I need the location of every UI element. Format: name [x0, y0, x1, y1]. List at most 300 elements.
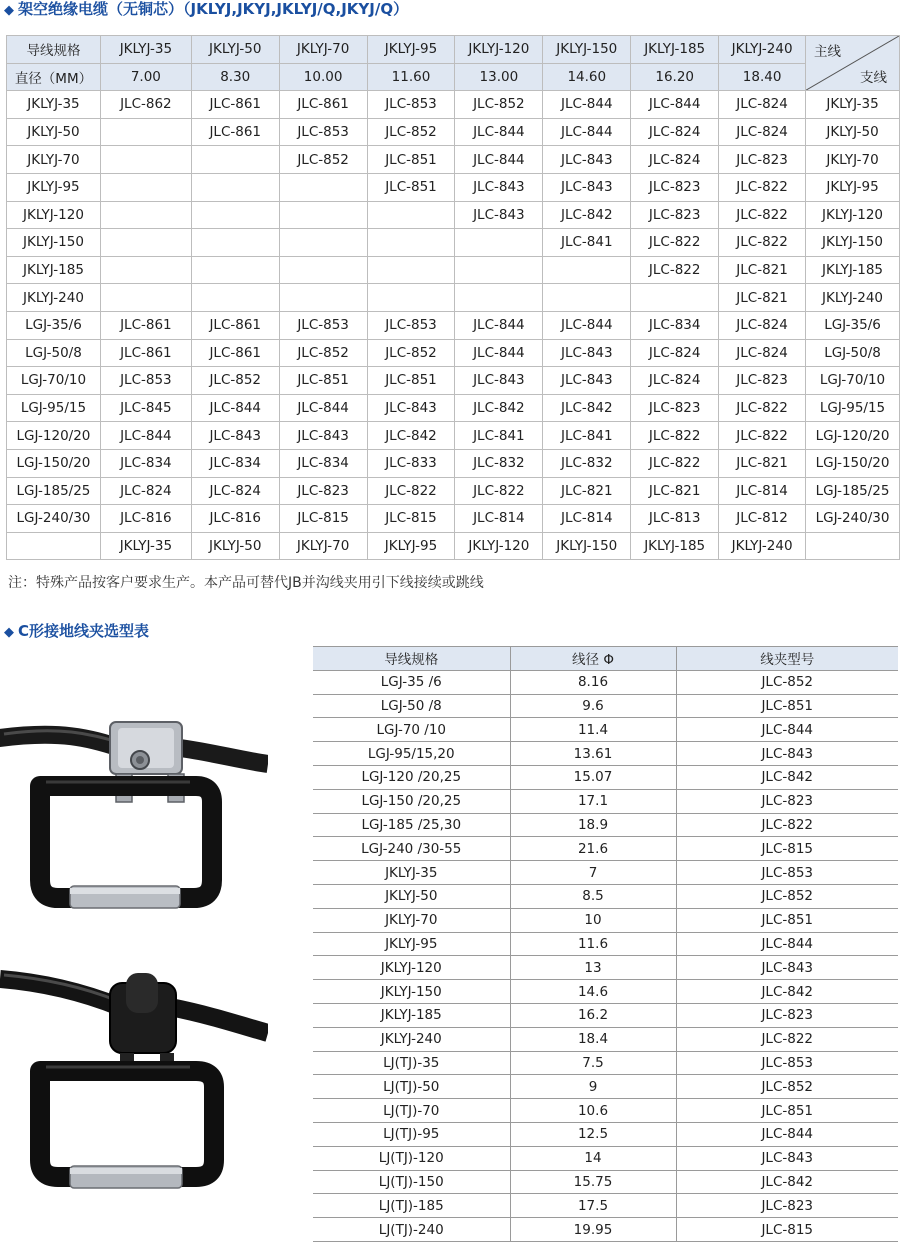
clamp-model-cell: JLC-813: [631, 505, 719, 533]
row-label-right: JKLYJ-240: [806, 284, 900, 312]
row-label-right: LGJ-240/30: [806, 505, 900, 533]
row-label: JKLYJ-50: [7, 118, 101, 146]
clamp-model-cell: JLC-844: [676, 1122, 898, 1146]
clamp-model-cell: JLC-843: [543, 173, 631, 201]
table-row: [313, 837, 898, 861]
row-label: LGJ-185/25: [7, 477, 101, 505]
diameter-cell: 17.5: [510, 1194, 676, 1218]
section1-title-text: 架空绝缘电缆（无铜芯）（JKLYJ,JKYJ,JKLYJ/Q,JKYJ/Q）: [18, 0, 409, 18]
conductor-spec-cell: LJ(TJ)-50: [313, 1075, 510, 1099]
clamp-model-cell: JLC-824: [719, 311, 806, 339]
row-label-right: LGJ-150/20: [806, 449, 900, 477]
clamp-model-cell: JLC-844: [543, 311, 631, 339]
row-label: JKLYJ-95: [7, 173, 101, 201]
corner-cell: [806, 36, 900, 91]
conductor-spec-cell: JKLYJ-35: [313, 861, 510, 885]
clamp-model-cell: JLC-842: [676, 765, 898, 789]
clamp-model-cell: JLC-822: [676, 1027, 898, 1051]
table-row: [7, 311, 900, 339]
clamp-model-cell: JLC-861: [279, 91, 367, 119]
table-row: [313, 1122, 898, 1146]
clamp-model-cell: JLC-861: [100, 311, 191, 339]
clamp-model-cell: JLC-815: [367, 505, 455, 533]
conductor-spec-cell: LJ(TJ)-70: [313, 1099, 510, 1123]
table-row: [7, 146, 900, 174]
clamp-model-cell: [279, 173, 367, 201]
clamp-photo-insulated: [0, 955, 268, 1195]
clamp-model-cell: JLC-852: [676, 670, 898, 694]
clamp-model-cell: JLC-844: [543, 118, 631, 146]
clamp-model-cell: JLC-822: [719, 201, 806, 229]
table-row: [7, 339, 900, 367]
conductor-spec-cell: JKLYJ-185: [313, 1003, 510, 1027]
clamp-model-cell: JLC-843: [455, 367, 543, 395]
clamp-model-cell: JLC-815: [676, 1218, 898, 1242]
clamp-model-cell: JLC-842: [455, 394, 543, 422]
clamp-model-cell: [191, 256, 279, 284]
clamp-model-cell: JLC-822: [367, 477, 455, 505]
diameter-cell: 7: [510, 861, 676, 885]
clamp-model-cell: JLC-823: [631, 201, 719, 229]
clamp-model-cell: JLC-822: [719, 229, 806, 257]
diameter-cell: 14.60: [543, 63, 631, 91]
clamp-model-cell: JLC-861: [100, 339, 191, 367]
clamp-model-cell: [279, 256, 367, 284]
row-label-right: JKLYJ-50: [806, 118, 900, 146]
table-row: [313, 980, 898, 1004]
table-row: [313, 813, 898, 837]
diameter-row: [7, 63, 900, 91]
footer-column-label: JKLYJ-120: [455, 532, 543, 560]
column-header: 线径 Φ: [510, 647, 676, 671]
clamp-model-cell: JLC-852: [191, 367, 279, 395]
table-row: [7, 91, 900, 119]
table-row: [7, 394, 900, 422]
clamp-model-cell: JLC-823: [676, 789, 898, 813]
clamp-model-cell: JLC-821: [719, 256, 806, 284]
clamp-model-cell: JLC-843: [543, 146, 631, 174]
insulated-cable-selection-table: [6, 35, 900, 560]
row-label: LGJ-70/10: [7, 367, 101, 395]
diamond-bullet-icon: ◆: [4, 3, 14, 18]
table-row: [313, 718, 898, 742]
diameter-cell: 15.75: [510, 1170, 676, 1194]
diameter-cell: 9: [510, 1075, 676, 1099]
column-header: 线夹型号: [676, 647, 898, 671]
table-row: [313, 1027, 898, 1051]
clamp-model-cell: JLC-821: [719, 449, 806, 477]
row-label: JKLYJ-240: [7, 284, 101, 312]
diameter-cell: 14: [510, 1146, 676, 1170]
clamp-model-cell: JLC-852: [676, 1075, 898, 1099]
row-label: LGJ-95/15: [7, 394, 101, 422]
diameter-cell: 16.2: [510, 1003, 676, 1027]
diameter-cell: 10: [510, 908, 676, 932]
clamp-model-cell: JLC-852: [279, 339, 367, 367]
conductor-spec-cell: LGJ-120 /20,25: [313, 765, 510, 789]
clamp-model-cell: JLC-815: [279, 505, 367, 533]
clamp-model-cell: [191, 201, 279, 229]
diameter-cell: 18.9: [510, 813, 676, 837]
clamp-model-cell: [455, 229, 543, 257]
clamp-model-cell: JLC-823: [719, 146, 806, 174]
row-label: LGJ-120/20: [7, 422, 101, 450]
clamp-model-cell: JLC-844: [455, 311, 543, 339]
table-row: [313, 742, 898, 766]
clamp-model-cell: JLC-842: [367, 422, 455, 450]
diameter-cell: 8.5: [510, 884, 676, 908]
section2-title-text: C形接地线夹选型表: [18, 622, 150, 640]
row-label: JKLYJ-120: [7, 201, 101, 229]
clamp-model-cell: [543, 284, 631, 312]
clamp-model-cell: JLC-834: [100, 449, 191, 477]
clamp-model-cell: JLC-841: [543, 229, 631, 257]
table-row: [7, 229, 900, 257]
clamp-model-cell: JLC-834: [191, 449, 279, 477]
row-label-right: JKLYJ-95: [806, 173, 900, 201]
clamp-model-cell: JLC-861: [191, 118, 279, 146]
clamp-model-cell: JLC-842: [676, 1170, 898, 1194]
diameter-cell: 13: [510, 956, 676, 980]
clamp-model-cell: JLC-812: [719, 505, 806, 533]
row-label: JKLYJ-185: [7, 256, 101, 284]
clamp-model-cell: JLC-814: [719, 477, 806, 505]
column-header: 导线规格: [313, 647, 510, 671]
table-row: [313, 789, 898, 813]
diameter-cell: 7.00: [100, 63, 191, 91]
table-row: [313, 670, 898, 694]
clamp-model-cell: [279, 229, 367, 257]
clamp-model-cell: JLC-851: [279, 367, 367, 395]
conductor-spec-cell: JKLYJ-240: [313, 1027, 510, 1051]
diameter-label: 直径（MM）: [7, 63, 101, 91]
clamp-model-cell: JLC-824: [719, 118, 806, 146]
clamp-model-cell: [191, 146, 279, 174]
table-row: [7, 118, 900, 146]
clamp-model-cell: JLC-844: [455, 339, 543, 367]
clamp-model-cell: JLC-814: [543, 505, 631, 533]
clamp-model-cell: JLC-824: [631, 118, 719, 146]
table-row: [313, 932, 898, 956]
header-row: [7, 36, 900, 64]
table-row: [7, 173, 900, 201]
diameter-cell: 16.20: [631, 63, 719, 91]
clamp-model-cell: JLC-843: [543, 339, 631, 367]
clamp-model-cell: JLC-851: [367, 146, 455, 174]
clamp-model-cell: JLC-851: [676, 1099, 898, 1123]
clamp-model-cell: [191, 173, 279, 201]
table-row: [313, 1170, 898, 1194]
footer-column-label: JKLYJ-50: [191, 532, 279, 560]
conductor-spec-cell: LJ(TJ)-35: [313, 1051, 510, 1075]
clamp-model-cell: JLC-861: [191, 311, 279, 339]
column-header: JKLYJ-70: [279, 36, 367, 64]
row-label: JKLYJ-70: [7, 146, 101, 174]
footer-column-label: JKLYJ-240: [719, 532, 806, 560]
conductor-spec-cell: JKLYJ-70: [313, 908, 510, 932]
clamp-model-cell: JLC-823: [719, 367, 806, 395]
clamp-model-cell: JLC-843: [543, 367, 631, 395]
diameter-cell: 8.16: [510, 670, 676, 694]
conductor-spec-cell: LGJ-70 /10: [313, 718, 510, 742]
clamp-model-cell: JLC-843: [455, 201, 543, 229]
clamp-model-cell: JLC-821: [631, 477, 719, 505]
table-row: [313, 1194, 898, 1218]
row-label: LGJ-150/20: [7, 449, 101, 477]
column-header: JKLYJ-35: [100, 36, 191, 64]
clamp-model-cell: JLC-822: [631, 229, 719, 257]
row-label-right: JKLYJ-120: [806, 201, 900, 229]
corner-branch-label: 支线: [860, 70, 887, 87]
row-label-right: LGJ-120/20: [806, 422, 900, 450]
clamp-model-cell: JLC-843: [191, 422, 279, 450]
table-row: [7, 256, 900, 284]
clamp-model-cell: JLC-843: [676, 956, 898, 980]
clamp-model-cell: JLC-861: [191, 91, 279, 119]
diameter-cell: 13.61: [510, 742, 676, 766]
clamp-model-cell: JLC-824: [719, 91, 806, 119]
table-row: [313, 884, 898, 908]
clamp-model-cell: JLC-832: [455, 449, 543, 477]
conductor-spec-cell: LGJ-240 /30-55: [313, 837, 510, 861]
row-label-right: JKLYJ-150: [806, 229, 900, 257]
diameter-cell: 11.6: [510, 932, 676, 956]
table-row: [7, 284, 900, 312]
table-row: [7, 367, 900, 395]
row-label: LGJ-35/6: [7, 311, 101, 339]
clamp-model-cell: JLC-821: [543, 477, 631, 505]
clamp-model-cell: JLC-824: [631, 146, 719, 174]
clamp-model-cell: JLC-843: [455, 173, 543, 201]
clamp-model-cell: JLC-843: [367, 394, 455, 422]
column-header: JKLYJ-120: [455, 36, 543, 64]
clamp-model-cell: JLC-823: [676, 1003, 898, 1027]
row-label-right: JKLYJ-70: [806, 146, 900, 174]
diameter-cell: 11.60: [367, 63, 455, 91]
conductor-spec-cell: LJ(TJ)-240: [313, 1218, 510, 1242]
clamp-model-cell: JLC-861: [191, 339, 279, 367]
clamp-model-cell: [543, 256, 631, 284]
clamp-model-cell: JLC-824: [191, 477, 279, 505]
clamp-model-cell: JLC-844: [676, 932, 898, 956]
conductor-spec-cell: LGJ-50 /8: [313, 694, 510, 718]
diameter-cell: 21.6: [510, 837, 676, 861]
column-header: JKLYJ-185: [631, 36, 719, 64]
clamp-model-cell: JLC-841: [455, 422, 543, 450]
diameter-cell: 8.30: [191, 63, 279, 91]
clamp-model-cell: [191, 284, 279, 312]
diameter-cell: 7.5: [510, 1051, 676, 1075]
clamp-model-cell: JLC-821: [719, 284, 806, 312]
clamp-model-cell: JLC-843: [676, 1146, 898, 1170]
diameter-cell: 11.4: [510, 718, 676, 742]
clamp-model-cell: JLC-824: [719, 339, 806, 367]
clamp-photo-metal: [0, 690, 268, 930]
footer-blank: [806, 532, 900, 560]
clamp-model-cell: JLC-851: [676, 908, 898, 932]
column-header: JKLYJ-150: [543, 36, 631, 64]
clamp-model-cell: [631, 284, 719, 312]
diameter-cell: 10.6: [510, 1099, 676, 1123]
footer-column-label: JKLYJ-70: [279, 532, 367, 560]
table-row: [313, 1003, 898, 1027]
clamp-model-cell: JLC-824: [100, 477, 191, 505]
clamp-model-cell: JLC-842: [676, 980, 898, 1004]
clamp-model-cell: JLC-834: [631, 311, 719, 339]
clamp-model-cell: JLC-851: [367, 173, 455, 201]
footer-column-label: JKLYJ-185: [631, 532, 719, 560]
row-label: JKLYJ-35: [7, 91, 101, 119]
table-row: [313, 1099, 898, 1123]
diameter-cell: 17.1: [510, 789, 676, 813]
clamp-model-cell: JLC-844: [100, 422, 191, 450]
clamp-model-cell: JLC-851: [676, 694, 898, 718]
diameter-cell: 9.6: [510, 694, 676, 718]
row-label-right: JKLYJ-35: [806, 91, 900, 119]
section1-title: [4, 0, 408, 22]
clamp-model-cell: JLC-853: [367, 91, 455, 119]
clamp-model-cell: JLC-824: [631, 339, 719, 367]
clamp-model-cell: [100, 284, 191, 312]
clamp-model-cell: [100, 173, 191, 201]
clamp-model-cell: JLC-853: [279, 118, 367, 146]
clamp-model-cell: JLC-852: [367, 118, 455, 146]
clamp-model-cell: JLC-814: [455, 505, 543, 533]
corner-main-label: 主线: [814, 44, 842, 60]
clamp-model-cell: [367, 229, 455, 257]
conductor-spec-cell: JKLYJ-95: [313, 932, 510, 956]
clamp-model-cell: JLC-852: [279, 146, 367, 174]
clamp-model-cell: JLC-853: [279, 311, 367, 339]
table-row: [313, 1075, 898, 1099]
clamp-model-cell: JLC-823: [631, 173, 719, 201]
column-header: JKLYJ-240: [719, 36, 806, 64]
note-text: 注：特殊产品按客户要求生产。本产品可替代JB并沟线夹用引下线接续或跳线: [8, 575, 484, 591]
clamp-model-cell: JLC-845: [100, 394, 191, 422]
row-label: LGJ-50/8: [7, 339, 101, 367]
clamp-model-cell: JLC-822: [719, 394, 806, 422]
clamp-model-cell: [100, 201, 191, 229]
clamp-model-cell: JLC-823: [279, 477, 367, 505]
table-row: [313, 765, 898, 789]
diameter-cell: 12.5: [510, 1122, 676, 1146]
clamp-model-cell: JLC-852: [367, 339, 455, 367]
conductor-spec-cell: LJ(TJ)-150: [313, 1170, 510, 1194]
row-label: LGJ-240/30: [7, 505, 101, 533]
row-label-right: LGJ-70/10: [806, 367, 900, 395]
conductor-spec-cell: JKLYJ-120: [313, 956, 510, 980]
clamp-model-cell: JLC-853: [367, 311, 455, 339]
row-label-right: LGJ-185/25: [806, 477, 900, 505]
diamond-bullet-icon: ◆: [4, 625, 14, 640]
diameter-cell: 15.07: [510, 765, 676, 789]
table-row: [7, 477, 900, 505]
clamp-model-cell: JLC-823: [676, 1194, 898, 1218]
clamp-model-cell: [367, 201, 455, 229]
table-row: [313, 908, 898, 932]
clamp-model-cell: JLC-853: [676, 1051, 898, 1075]
conductor-spec-cell: LJ(TJ)-95: [313, 1122, 510, 1146]
row-label: JKLYJ-150: [7, 229, 101, 257]
header-row: [313, 647, 898, 671]
clamp-model-cell: [455, 284, 543, 312]
conductor-spec-cell: LGJ-35 /6: [313, 670, 510, 694]
column-header: JKLYJ-95: [367, 36, 455, 64]
clamp-model-cell: JLC-842: [543, 201, 631, 229]
clamp-model-cell: [367, 284, 455, 312]
clamp-model-cell: JLC-841: [543, 422, 631, 450]
table-row: [313, 1218, 898, 1242]
table-row: [313, 956, 898, 980]
clamp-model-cell: JLC-852: [676, 884, 898, 908]
table-row: [7, 449, 900, 477]
clamp-model-cell: JLC-833: [367, 449, 455, 477]
table-row: [313, 694, 898, 718]
conductor-spec-cell: LGJ-150 /20,25: [313, 789, 510, 813]
conductor-spec-cell: JKLYJ-150: [313, 980, 510, 1004]
diameter-cell: 14.6: [510, 980, 676, 1004]
clamp-model-cell: [367, 256, 455, 284]
clamp-model-cell: JLC-853: [100, 367, 191, 395]
table-row: [313, 861, 898, 885]
section2-title: [4, 620, 149, 642]
clamp-model-cell: [100, 146, 191, 174]
clamp-model-cell: JLC-844: [676, 718, 898, 742]
clamp-model-cell: JLC-822: [631, 449, 719, 477]
clamp-model-cell: JLC-844: [455, 146, 543, 174]
clamp-model-cell: JLC-834: [279, 449, 367, 477]
footer-row: [7, 532, 900, 560]
column-header: JKLYJ-50: [191, 36, 279, 64]
diameter-cell: 19.95: [510, 1218, 676, 1242]
clamp-model-cell: JLC-822: [631, 256, 719, 284]
clamp-model-cell: JLC-822: [719, 422, 806, 450]
table-row: [313, 1051, 898, 1075]
footer-column-label: JKLYJ-95: [367, 532, 455, 560]
diameter-cell: 18.40: [719, 63, 806, 91]
clamp-model-cell: JLC-832: [543, 449, 631, 477]
clamp-model-cell: JLC-843: [279, 422, 367, 450]
clamp-model-cell: JLC-844: [279, 394, 367, 422]
clamp-model-cell: [100, 118, 191, 146]
clamp-model-cell: JLC-844: [191, 394, 279, 422]
table-row: [7, 505, 900, 533]
clamp-model-cell: JLC-844: [543, 91, 631, 119]
clamp-model-cell: [100, 229, 191, 257]
clamp-model-cell: [455, 256, 543, 284]
diameter-cell: 10.00: [279, 63, 367, 91]
clamp-model-cell: JLC-822: [676, 813, 898, 837]
clamp-model-cell: [191, 229, 279, 257]
conductor-spec-cell: LGJ-95/15,20: [313, 742, 510, 766]
clamp-model-cell: JLC-843: [676, 742, 898, 766]
conductor-spec-cell: JKLYJ-50: [313, 884, 510, 908]
clamp-model-cell: JLC-815: [676, 837, 898, 861]
table-row: [313, 1146, 898, 1170]
clamp-model-cell: JLC-823: [631, 394, 719, 422]
row-label-right: JKLYJ-185: [806, 256, 900, 284]
footer-column-label: JKLYJ-35: [100, 532, 191, 560]
footer-column-label: JKLYJ-150: [543, 532, 631, 560]
diameter-cell: 13.00: [455, 63, 543, 91]
clamp-model-cell: JLC-842: [543, 394, 631, 422]
clamp-model-cell: JLC-851: [367, 367, 455, 395]
clamp-model-cell: JLC-824: [631, 367, 719, 395]
clamp-model-cell: JLC-816: [191, 505, 279, 533]
clamp-model-cell: JLC-822: [455, 477, 543, 505]
c-clamp-selection-table: [313, 646, 898, 1242]
clamp-model-cell: JLC-822: [719, 173, 806, 201]
